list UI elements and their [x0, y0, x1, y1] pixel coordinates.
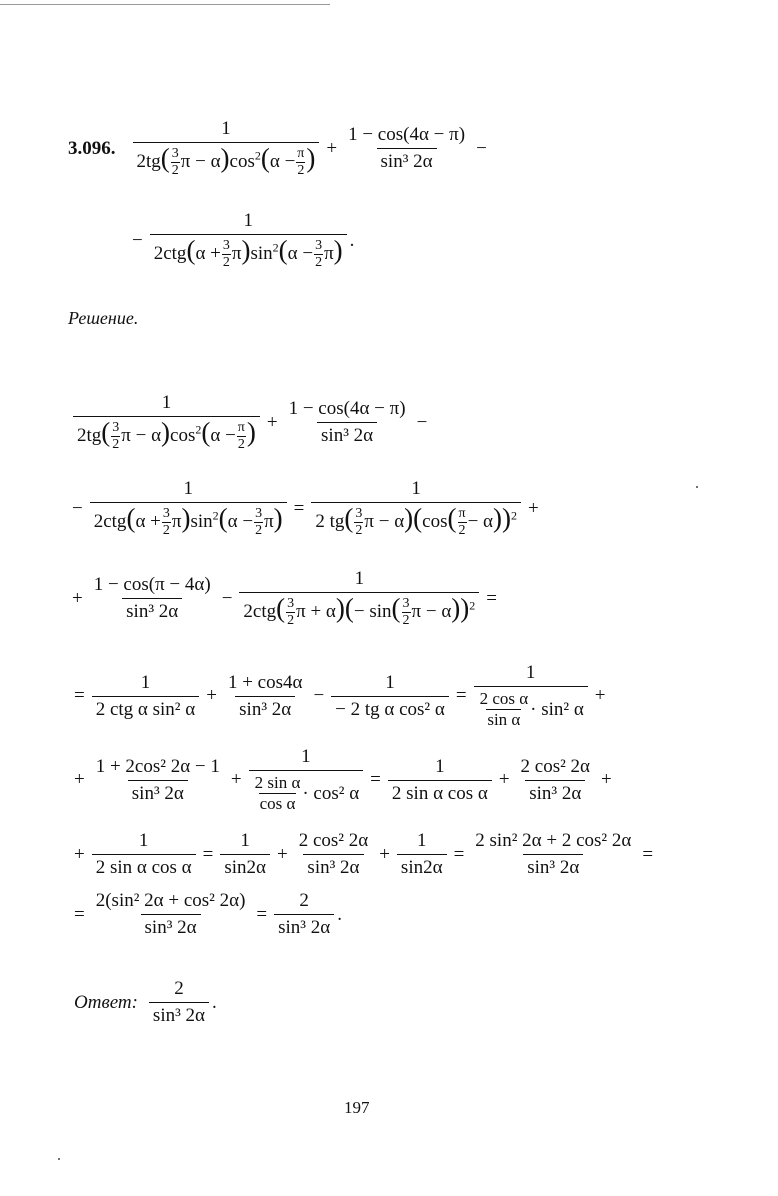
solution-row-7: = $\frac{\text{2(sin² 2α + cos² 2α)}}{\text{sin³ 2α}}$ = $\frac{2}{\text{sin³ 2α}}$ .: [74, 890, 342, 938]
problem-fraction-1: 1 2tg( $\frac{3}{2}$ $\pi - \alpha)\cos^2(\alpha$ − $\frac{\pi}{2}$ ): [133, 118, 320, 179]
top-rule: [0, 4, 330, 5]
solution-row-2: − 1 2ctg(α + $\frac{3}{2}$ $\pi)\sin^2(\alpha$ − $\frac{3}{2}$ π) = 1 2 tg( $\frac{3}{2}$ π − α)(cos( $\frac{\pi}{2}$ − α))$^2$ +: [72, 478, 539, 539]
problem-fraction-3: 1 2ctg(α + $\frac{3}{2}$ $\pi)\sin^2(\alpha$ − $\frac{3}{2}$ π): [150, 210, 347, 271]
solution-row-5: + $\frac{\text{1 + 2cos² 2α − 1}}{\text{sin³ 2α}}$ + 1 2 sin α cos α · cos² α = $\frac{1}{\text{2 sin α cos α}}$ + $\frac{\text{2 cos² 2α}}{\text{sin³ 2α}}$ +: [74, 746, 612, 813]
answer-fraction: $\frac{2}{\text{sin³ 2α}}$: [149, 978, 209, 1027]
problem-fraction-2: $\frac{1 - \cos(4\alpha - \pi)}{\text{sin³ 2α}}$: [348, 124, 466, 173]
page-number: 197: [344, 1098, 370, 1117]
solution-row-6: + $\frac{1}{\text{2 sin α cos α}}$ = $\frac{1}{\sin 2\alpha}$ + $\frac{\text{2 cos² 2α}}{\text{sin³ 2α}}$ + $\frac{1}{\sin 2\alpha}$ = $\frac{\text{2 sin² 2α + 2 cos² 2α}}{\text{sin³ 2α}}$ =: [74, 830, 654, 878]
speck: [58, 1158, 60, 1160]
problem-number: 3.096.: [68, 137, 116, 159]
problem-line-2: − 1 2ctg(α + $\frac{3}{2}$ $\pi)\sin^2(\alpha$ − $\frac{3}{2}$ π) .: [132, 210, 355, 271]
speck: [696, 486, 698, 488]
answer-line: Ответ: $\frac{2}{\text{sin³ 2α}}$ .: [74, 978, 217, 1026]
solution-label: Решение.: [68, 308, 139, 328]
solution-row-3: + $\frac{1 - \cos(\pi - 4\alpha)}{\text{sin³ 2α}}$ − 1 2ctg( $\frac{3}{2}$ π + α)(− sin( $\frac{3}{2}$ π − α))$^2$ =: [72, 568, 497, 629]
solution-row-4: = $\frac{1}{\text{2 ctg α sin² α}}$ + $\frac{1 + \cos 4\alpha}{\text{sin³ 2α}}$ − $\frac{1}{\text{− 2 tg α cos² α}}$ = 1 2 cos α sin α · sin² α +: [74, 662, 606, 729]
solution-row-1: 1 2tg( $\frac{3}{2}$ $\pi - \alpha)\cos^2(\alpha$ − $\frac{\pi}{2}$ ) + $\frac{1 - \cos(4\alpha - \pi)}{\text{sin³ 2α}}$ −: [70, 392, 431, 453]
problem-line-1: 3.096. 1 2tg( $\frac{3}{2}$ $\pi - \alpha)\cos^2(\alpha$ − $\frac{\pi}{2}$ ) + $\frac{1 - \cos(4\alpha - \pi)}{\text{sin³ 2α}}$ −: [68, 118, 487, 179]
answer-label: Ответ:: [74, 991, 138, 1013]
